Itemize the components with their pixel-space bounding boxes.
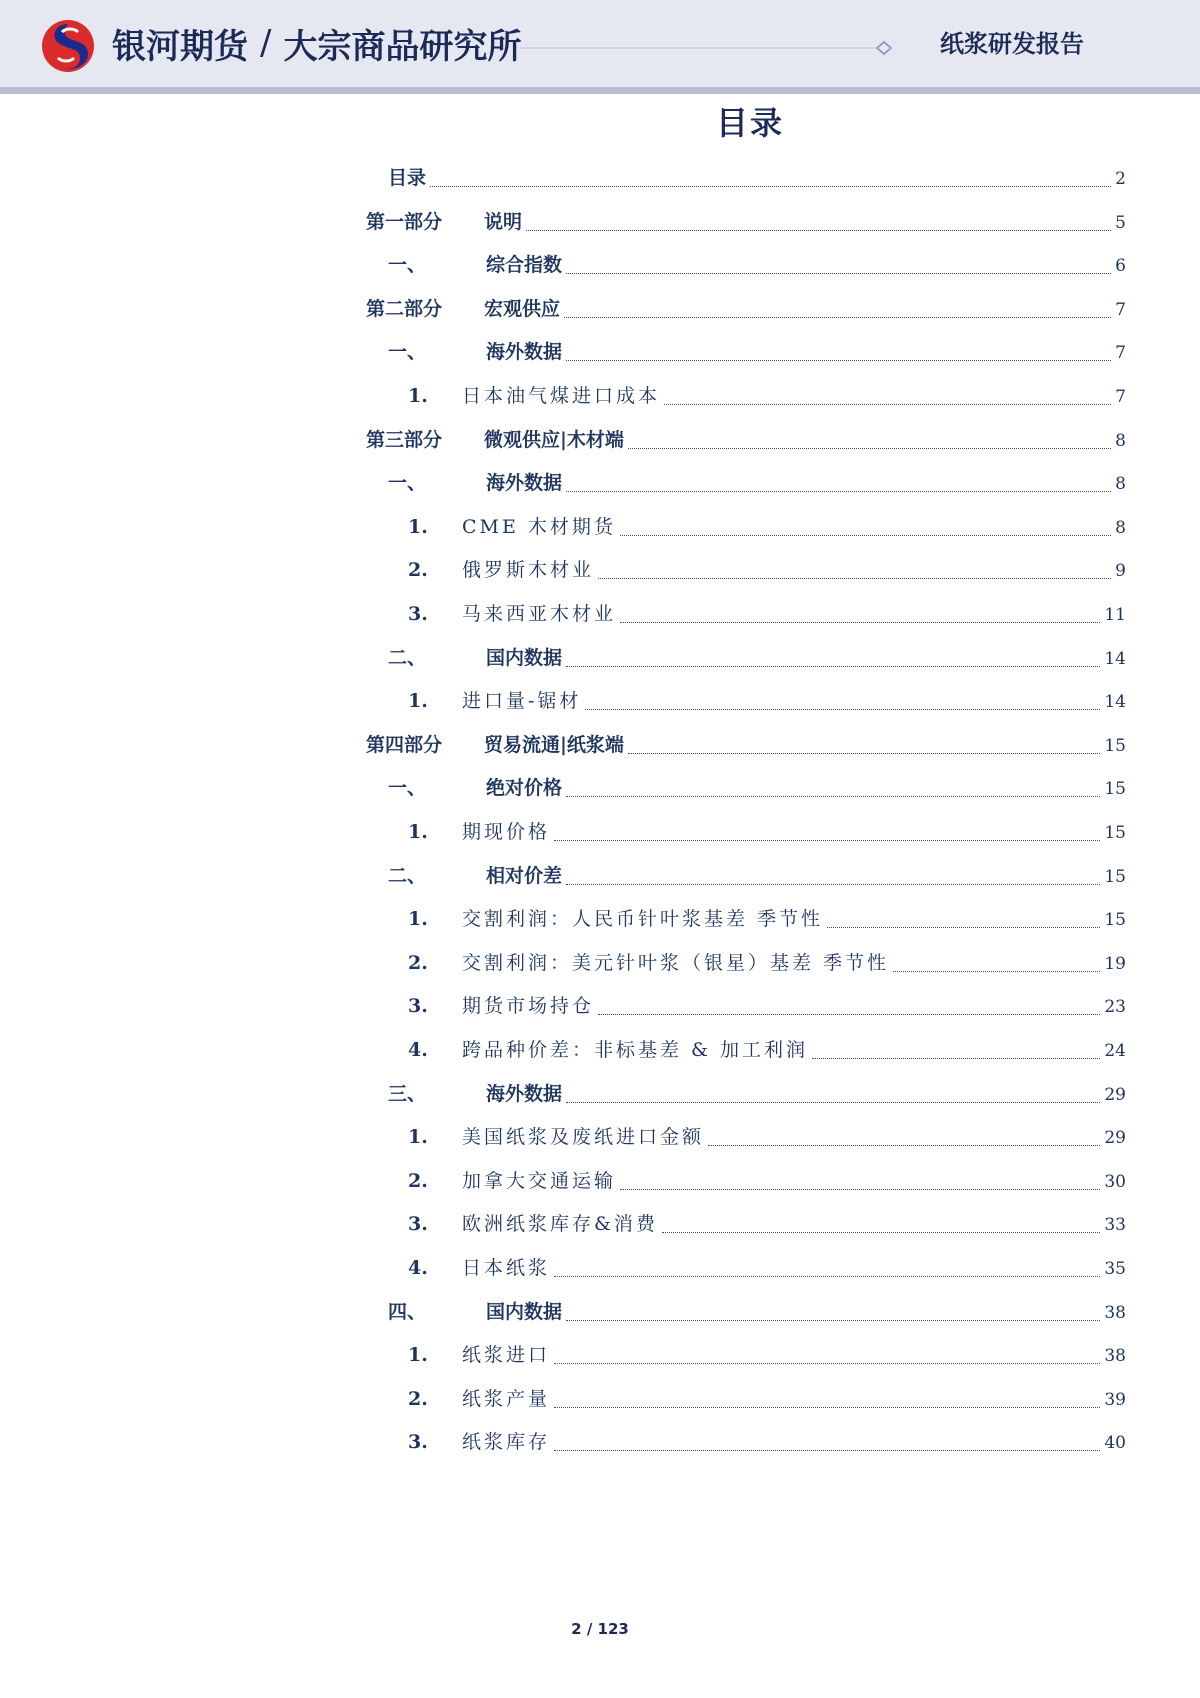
report-title: 纸浆研发报告 — [940, 30, 1084, 58]
toc-entry-marker: 1. — [408, 821, 428, 843]
brand-block — [112, 18, 521, 68]
toc-entry[interactable] — [366, 686, 1126, 716]
toc-leader-dots — [566, 1101, 1100, 1103]
toc-entry-label: 美国纸浆及废纸进口金额 — [462, 1126, 705, 1149]
toc-entry-marker: 3. — [408, 1431, 428, 1454]
toc-entry-marker: 4. — [408, 1039, 428, 1061]
toc-entry-page: 35 — [1104, 1259, 1126, 1279]
toc-entry-page: 8 — [1115, 474, 1126, 495]
toc-leader-dots — [620, 1188, 1100, 1190]
toc-entry[interactable] — [366, 294, 1126, 324]
toc-entry-marker: 1. — [408, 515, 428, 538]
toc-leader-dots — [564, 316, 1111, 318]
toc-entry[interactable] — [366, 1035, 1126, 1065]
toc-entry-page: 9 — [1115, 561, 1126, 582]
toc-entry-marker: 2. — [408, 559, 428, 582]
toc-entry-label: 宏观供应 — [484, 297, 561, 320]
toc-leader-dots — [812, 1057, 1100, 1059]
toc-leader-dots — [628, 447, 1111, 449]
toc-entry[interactable] — [366, 1079, 1126, 1109]
toc-entry-page: 15 — [1104, 910, 1126, 931]
toc-entry-label: 绝对价格 — [486, 777, 563, 800]
toc-entry[interactable] — [366, 1253, 1126, 1283]
toc-entry-page: 7 — [1115, 343, 1126, 364]
toc-entry-label: 说明 — [484, 210, 523, 233]
header-decoration-line — [520, 41, 900, 55]
toc-entry[interactable] — [366, 207, 1126, 237]
toc-entry-marker: 三、 — [388, 1082, 427, 1105]
toc-entry-marker: 1. — [408, 1126, 428, 1149]
toc-entry[interactable] — [366, 250, 1126, 280]
toc-entry[interactable] — [366, 904, 1126, 934]
toc-entry-page: 7 — [1115, 299, 1126, 320]
toc-entry-page: 14 — [1104, 692, 1126, 713]
toc-entry-marker: 一、 — [388, 472, 427, 495]
toc-leader-dots — [827, 926, 1100, 928]
toc-entry-label: 期现价格 — [462, 821, 551, 843]
toc-leader-dots — [566, 272, 1111, 274]
toc-entry-page: 38 — [1104, 1346, 1126, 1367]
toc-leader-dots — [566, 490, 1111, 492]
toc-entry-page: 29 — [1104, 1128, 1126, 1149]
toc-entry[interactable] — [366, 425, 1126, 455]
toc-entry[interactable] — [366, 555, 1126, 585]
toc-entry[interactable] — [366, 381, 1126, 411]
toc-entry-page: 29 — [1104, 1084, 1126, 1105]
toc-entry-page: 15 — [1104, 866, 1126, 887]
toc-entry-label: 日本纸浆 — [462, 1257, 551, 1279]
toc-leader-dots — [526, 229, 1111, 231]
toc-leader-dots — [554, 1406, 1100, 1408]
toc-entry-label: 欧洲纸浆库存&消费 — [462, 1213, 658, 1236]
toc-entry-page: 23 — [1104, 997, 1126, 1018]
toc-leader-dots — [566, 1319, 1100, 1321]
toc-leader-dots — [664, 403, 1111, 405]
toc-entry-label: 综合指数 — [486, 254, 563, 277]
toc-entry[interactable] — [366, 1297, 1126, 1327]
toc-leader-dots — [893, 970, 1100, 972]
toc-leader-dots — [620, 621, 1100, 623]
toc-entry-marker: 1. — [408, 908, 428, 931]
toc-entry-page: 24 — [1104, 1041, 1126, 1061]
toc-entry-marker: 一、 — [388, 777, 427, 800]
toc-leader-dots — [554, 1449, 1100, 1451]
toc-entry-label: 国内数据 — [486, 1300, 563, 1323]
toc-entry-label: 纸浆产量 — [462, 1387, 551, 1410]
toc-entry[interactable] — [366, 468, 1126, 498]
toc-entry-label: 微观供应|木材端 — [484, 428, 624, 451]
toc-entry[interactable] — [366, 1209, 1126, 1239]
toc-entry-marker: 1. — [408, 385, 428, 407]
toc-leader-dots — [620, 534, 1111, 536]
toc-entry-marker: 3. — [408, 995, 428, 1018]
toc-heading: 目录 — [715, 104, 784, 142]
toc-entry[interactable] — [366, 1427, 1126, 1457]
toc-entry[interactable] — [366, 643, 1126, 673]
institute-name: 大宗商品研究所 — [283, 26, 522, 67]
toc-entry-page: 15 — [1104, 735, 1126, 756]
toc-entry[interactable] — [366, 991, 1126, 1021]
toc-leader-dots — [566, 883, 1100, 885]
toc-entry-marker: 4. — [408, 1257, 428, 1279]
toc-entry-label: 目录 — [388, 167, 427, 189]
toc-leader-dots — [566, 359, 1111, 361]
toc-entry-page: 11 — [1104, 605, 1126, 625]
toc-leader-dots — [598, 1013, 1100, 1015]
toc-leader-dots — [566, 795, 1100, 797]
toc-entry-marker: 3. — [408, 603, 428, 625]
toc-entry-page: 5 — [1115, 212, 1126, 233]
toc-leader-dots — [662, 1231, 1100, 1233]
toc-entry-label: 期货市场持仓 — [462, 995, 595, 1018]
toc-entry-label: 俄罗斯木材业 — [462, 559, 595, 582]
toc-leader-dots — [598, 577, 1111, 579]
toc-entry-page: 19 — [1104, 953, 1126, 974]
toc-entry-label: 海外数据 — [486, 1082, 563, 1105]
toc-entry-label: 交割利润：人民币针叶浆基差 季节性 — [462, 908, 824, 931]
toc-entry[interactable] — [366, 1122, 1126, 1152]
toc-entry-label: 海外数据 — [486, 472, 563, 495]
toc-entry-marker: 第一部分 — [366, 210, 443, 233]
toc-entry[interactable] — [366, 163, 1126, 193]
toc-entry-page: 14 — [1104, 648, 1126, 669]
toc-leader-dots — [554, 839, 1100, 841]
toc-entry[interactable] — [366, 337, 1126, 367]
page-indicator: 2 / 123 — [571, 1620, 629, 1638]
toc-entry-marker: 第三部分 — [366, 428, 443, 451]
toc-entry-page: 8 — [1115, 517, 1126, 538]
toc-entry-page: 8 — [1115, 430, 1126, 451]
toc-entry[interactable] — [366, 1166, 1126, 1196]
toc-entry-marker: 3. — [408, 1213, 428, 1236]
toc-leader-dots — [628, 752, 1100, 754]
toc-leader-dots — [430, 185, 1111, 187]
toc-entry-marker: 二、 — [388, 646, 427, 669]
toc-entry-page: 15 — [1104, 779, 1126, 800]
toc-entry-marker: 1. — [408, 690, 428, 713]
toc-entry-page: 15 — [1104, 823, 1126, 843]
toc-entry-label: 纸浆库存 — [462, 1431, 551, 1454]
toc-entry-marker: 一、 — [388, 254, 427, 277]
toc-leader-dots — [554, 1275, 1100, 1277]
toc-leader-dots — [585, 708, 1100, 710]
toc-entry-marker: 第二部分 — [366, 297, 443, 320]
toc-entry[interactable] — [366, 773, 1126, 803]
toc-entry[interactable] — [366, 817, 1126, 847]
toc-entry-marker: 第四部分 — [366, 733, 443, 756]
toc-entry[interactable] — [366, 512, 1126, 542]
toc-entry-label: 纸浆进口 — [462, 1344, 551, 1367]
toc-entry-page: 39 — [1104, 1389, 1126, 1410]
toc-entry-label: CME 木材期货 — [462, 515, 616, 538]
toc-entry[interactable] — [366, 861, 1126, 891]
toc-entry[interactable] — [366, 1340, 1126, 1370]
galaxy-futures-logo-icon — [40, 18, 96, 74]
toc-entry-label: 加拿大交通运输 — [462, 1169, 617, 1192]
toc-entry-label: 马来西亚木材业 — [462, 603, 617, 625]
toc-leader-dots — [554, 1362, 1100, 1364]
toc-entry-marker: 2. — [408, 1169, 428, 1192]
toc-entry-page: 30 — [1104, 1171, 1126, 1192]
toc-entry-marker: 四、 — [388, 1300, 427, 1323]
toc-leader-dots — [566, 665, 1100, 667]
toc-entry[interactable] — [366, 1384, 1126, 1414]
toc-entry-label: 进口量-锯材 — [462, 690, 582, 713]
toc-entry-label: 海外数据 — [486, 341, 563, 364]
header-divider — [0, 87, 1200, 94]
toc-entry-page: 2 — [1115, 169, 1126, 189]
toc-entry-label: 相对价差 — [486, 864, 563, 887]
toc-entry-marker: 一、 — [388, 341, 427, 364]
brand-name: 银河期货 — [112, 26, 248, 67]
brand-separator: / — [260, 23, 272, 63]
toc-entry-label: 日本油气煤进口成本 — [462, 385, 661, 407]
toc-entry-marker: 2. — [408, 951, 428, 974]
toc-entry-page: 7 — [1115, 387, 1126, 407]
toc-entry-label: 贸易流通|纸浆端 — [484, 733, 624, 756]
toc-entry-marker: 1. — [408, 1344, 428, 1367]
toc-entry[interactable] — [366, 948, 1126, 978]
toc-entry-page: 38 — [1104, 1302, 1126, 1323]
toc-entry[interactable] — [366, 730, 1126, 760]
toc-entry-label: 交割利润：美元针叶浆（银星）基差 季节性 — [462, 951, 890, 974]
toc-entry-label: 跨品种价差：非标基差 & 加工利润 — [462, 1039, 808, 1061]
toc-entry-marker: 2. — [408, 1387, 428, 1410]
toc-leader-dots — [708, 1144, 1100, 1146]
toc-entry-page: 33 — [1104, 1215, 1126, 1236]
page-header — [0, 0, 1200, 87]
toc-entry-label: 国内数据 — [486, 646, 563, 669]
toc-entry-page: 6 — [1115, 256, 1126, 277]
toc-entry[interactable] — [366, 599, 1126, 629]
toc-entry-page: 40 — [1104, 1433, 1126, 1454]
toc-entry-marker: 二、 — [388, 864, 427, 887]
